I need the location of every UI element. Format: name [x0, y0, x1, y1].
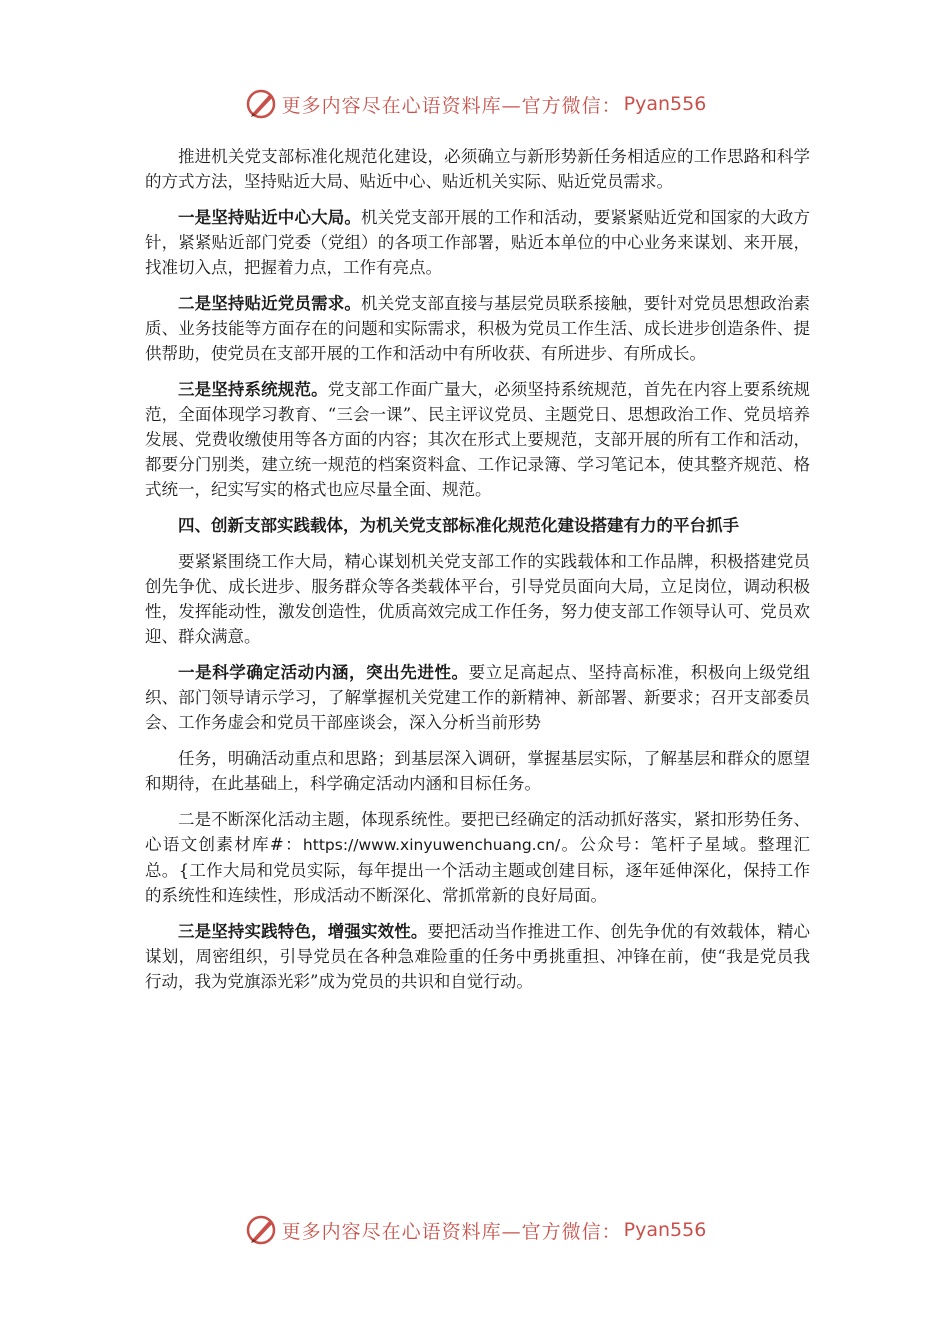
paragraph-point: 三是坚持系统规范。党支部工作面广量大，必须坚持系统规范，首先在内容上要系统规范，全面体现学习教育、“三会一课”、民主评议党员、主题党日、思想政治工作、党员培养发展、党费收缴使用等各方面的内容；其次在形式上要规范，支部开展的所有工作和活动，都要分门别类，建立统一规范的档案资料盒、工作记录簿、学习笔记本，使其整齐规范、格式统一，纪实写实的格式也应尽量全面、规范。 — [145, 380, 811, 499]
document-body — [145, 144, 810, 1005]
pen-logo-icon — [244, 1213, 278, 1247]
paragraph-lead: 二是坚持贴近党员需求。 — [178, 294, 361, 313]
paragraph-section-intro: 要紧紧围绕工作大局，精心谋划机关党支部工作的实践载体和工作品牌，积极搭建党员创先争优、成长进步、服务群众等各类载体平台，引导党员面向大局，立足岗位，调动积极性，发挥能动性，激发创造性，优质高效完成工作任务，努力使支部工作领导认可、党员欢迎、群众满意。 — [145, 552, 810, 646]
paragraph-lead: 三是坚持系统规范。 — [178, 380, 328, 399]
paragraph-point: 三是坚持实践特色，增强实效性。要把活动当作推进工作、创先争优的有效载体，精心谋划，周密组织，引导党员在各种急难险重的任务中勇挑重担、冲锋在前，使“我是党员我行动，我为党旗添光彩”成为党员的共识和自觉行动。 — [145, 922, 811, 991]
section-heading: 四、创新支部实践载体，为机关党支部标准化规范化建设搭建有力的平台抓手 — [178, 516, 739, 535]
header-watermark — [0, 86, 950, 122]
footer-watermark-text: 更多内容尽在心语资料库—官方微信： — [281, 1220, 622, 1243]
paragraph-point: 一是科学确定活动内涵，突出先进性。要立足高起点、坚持高标准，积极向上级党组织、部门领导请示学习，了解掌握机关党建工作的新精神、新部署、新要求；召开支部委员会、工作务虚会和党员干部座谈会，深入分析当前形势 — [145, 663, 811, 732]
footer-watermark — [0, 1212, 950, 1248]
header-watermark-wechat: Pyan556 — [623, 93, 707, 115]
paragraph-lead: 一是科学确定活动内涵，突出先进性。 — [178, 663, 469, 682]
source-url: https://www.xinyuwenchuang.cn/ — [302, 836, 561, 854]
paragraph-point: 一是坚持贴近中心大局。机关党支部开展的工作和活动，要紧紧贴近党和国家的大政方针，紧紧贴近部门党委（党组）的各项工作部署，贴近本单位的中心业务来谋划、来开展，找准切入点，把握着力点，工作有亮点。 — [145, 208, 811, 277]
paragraph-lead: 一是坚持贴近中心大局。 — [178, 208, 361, 227]
paragraph-point: 二是不断深化活动主题，体现系统性。要把已经确定的活动抓好落实，紧扣形势任务、心语文创素材库#：https://www.xinyuwenchuang.cn/。公众号：笔杆子星域。整理汇总。{工作大局和党员实际，每年提出一个活动主题或创建目标，逐年延伸深化，保持工作的系统性和连续性，形成活动不断深化、常抓常新的良好局面。 — [145, 810, 810, 905]
paragraph-intro: 推进机关党支部标准化规范化建设，必须确立与新形势新任务相适应的工作思路和科学的方式方法，坚持贴近大局、贴近中心、贴近机关实际、贴近党员需求。 — [145, 147, 810, 191]
pen-logo-icon — [244, 87, 278, 121]
paragraph-continuation: 任务，明确活动重点和思路；到基层深入调研，掌握基层实际，了解基层和群众的愿望和期待，在此基础上，科学确定活动内涵和目标任务。 — [145, 749, 810, 793]
header-watermark-text: 更多内容尽在心语资料库—官方微信： — [281, 94, 622, 117]
footer-watermark-wechat: Pyan556 — [623, 1219, 707, 1241]
paragraph-lead: 三是坚持实践特色，增强实效性。 — [178, 922, 428, 941]
paragraph-point: 二是坚持贴近党员需求。机关党支部直接与基层党员联系接触，要针对党员思想政治素质、业务技能等方面存在的问题和实际需求，积极为党员工作生活、成长进步创造条件、提供帮助，使党员在支部开展的工作和活动中有所收获、有所进步、有所成长。 — [145, 294, 811, 363]
